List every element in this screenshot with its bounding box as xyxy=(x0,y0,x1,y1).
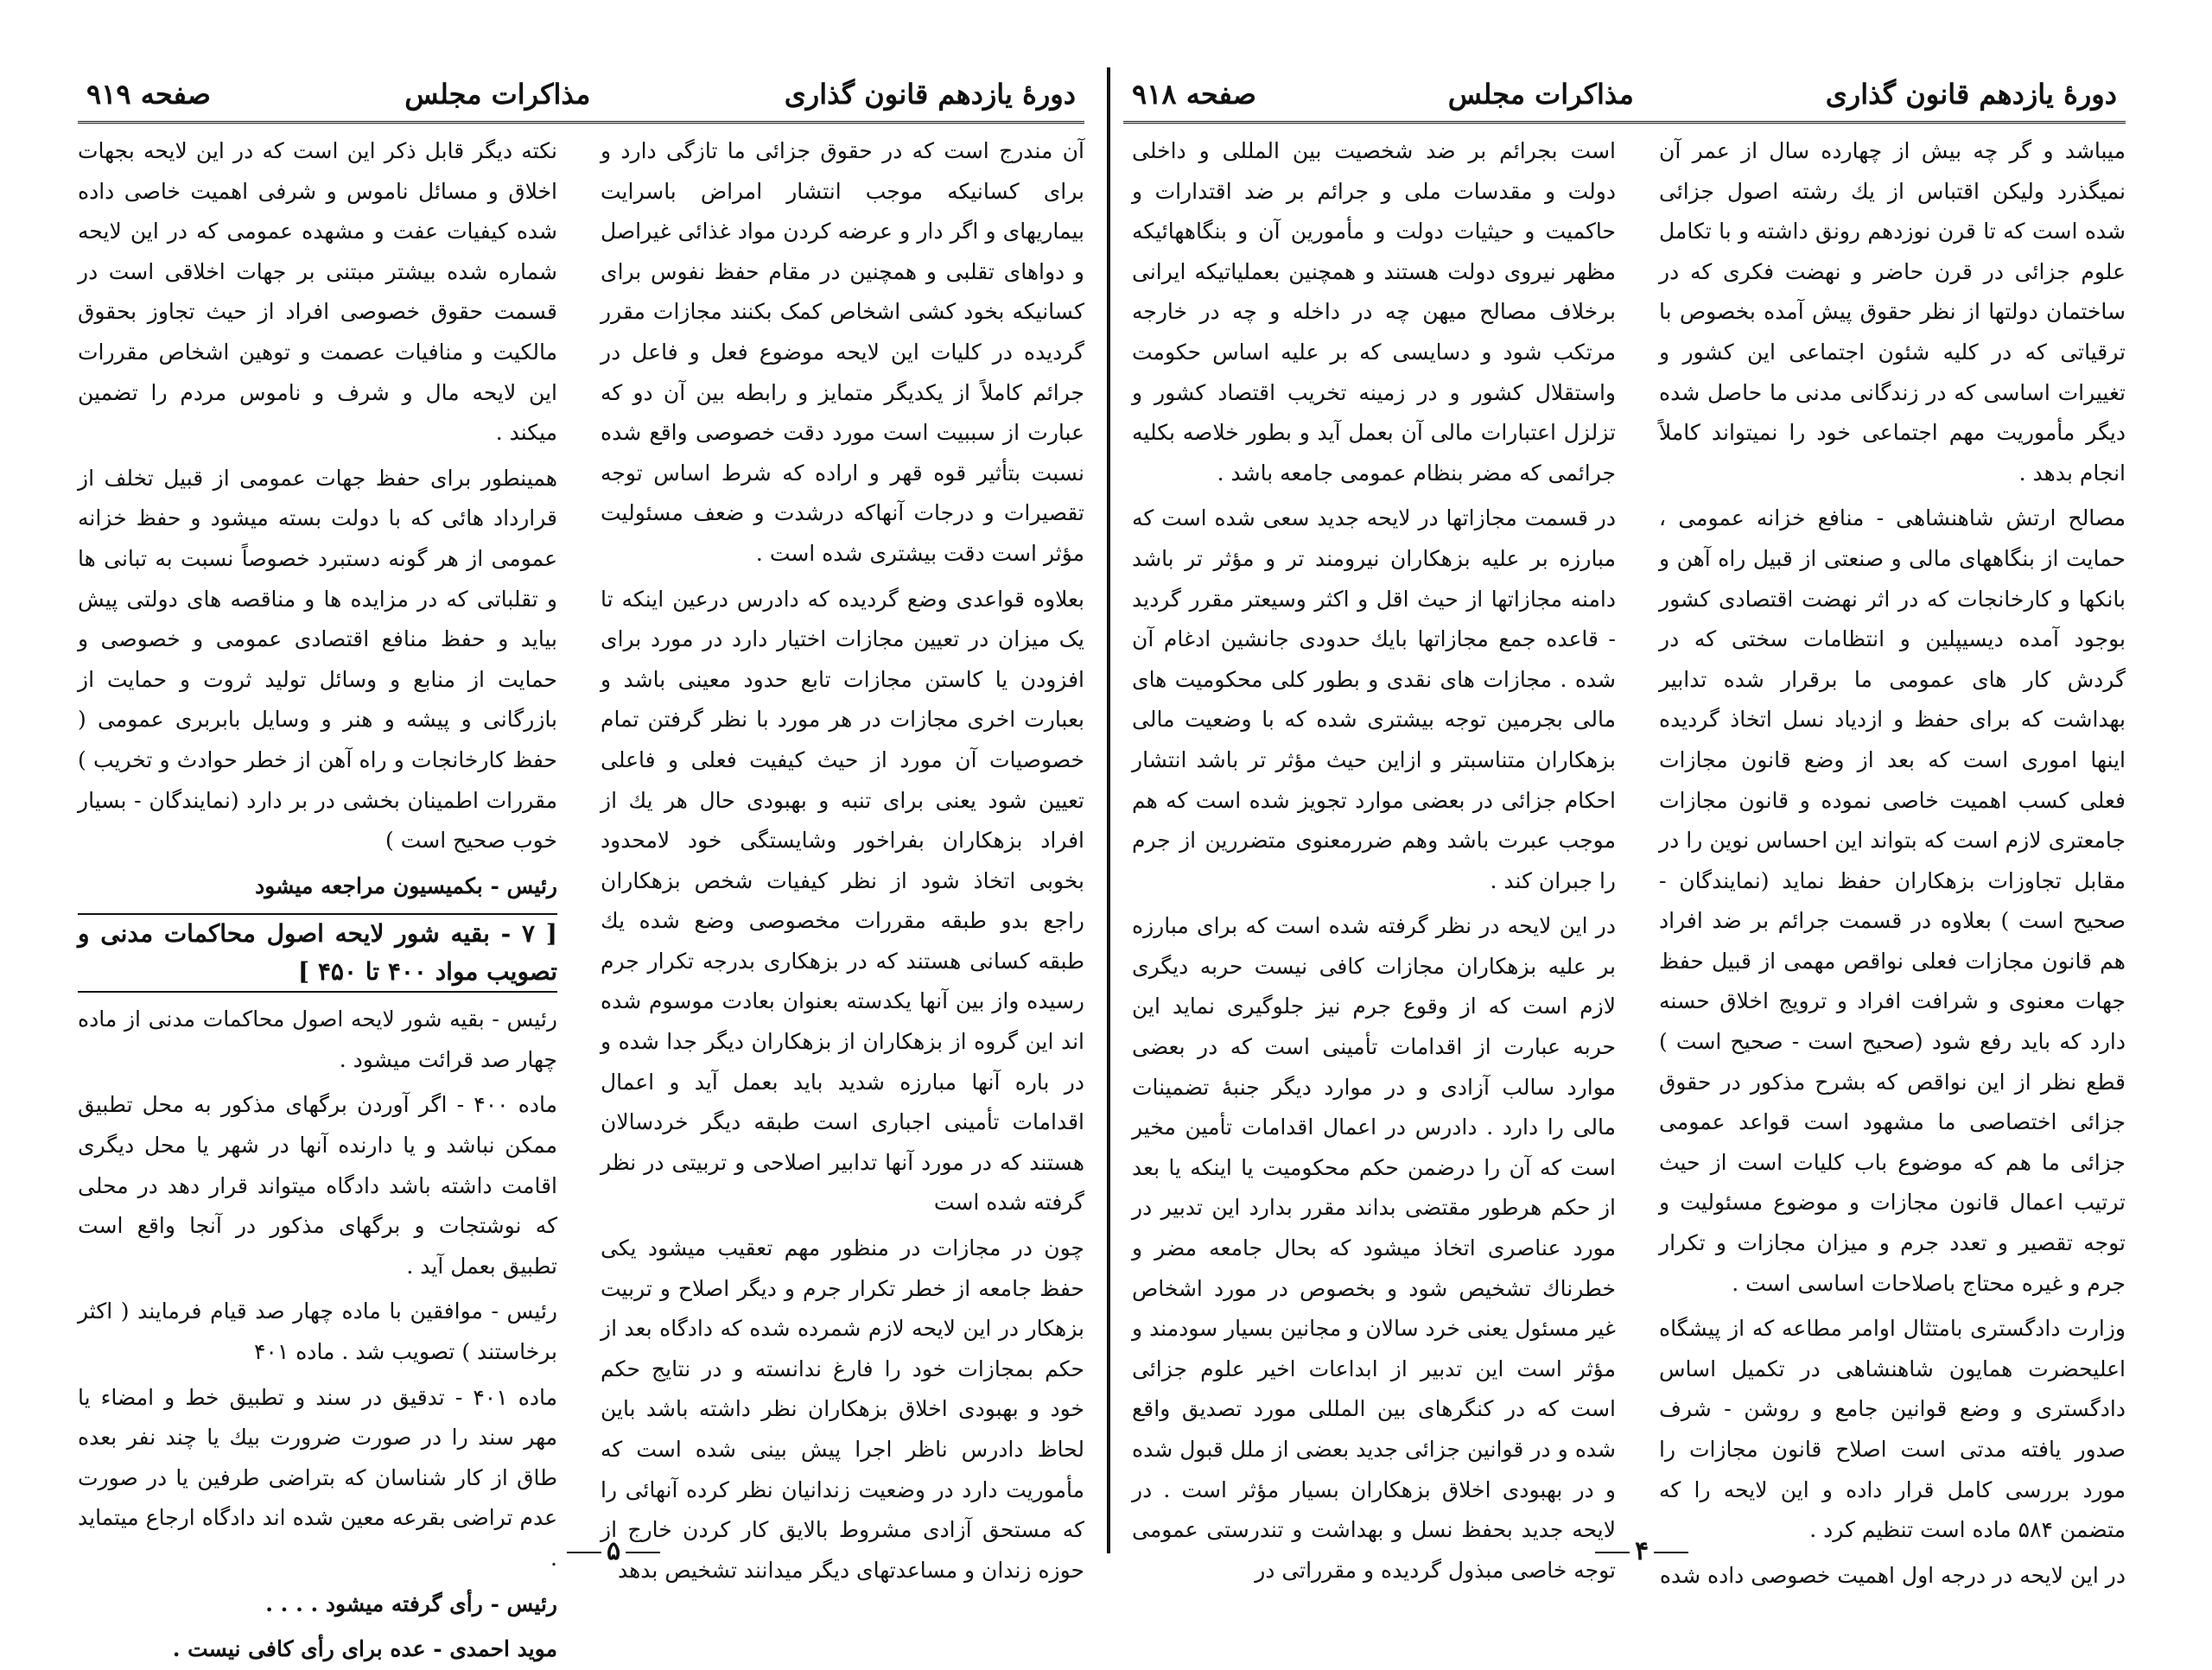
page-918 xyxy=(1123,67,2126,1588)
paragraph: مصالح ارتش شاهنشاهی - منافع خزانه عمومی ، حمایت از بنگاههای مالی و صنعتی از قبیل راه آهن و بانکها و کارخانجات که در اثر نهضت اقتصادی کشور بوجود آمده دیسیپلین و انتظامات سختی که در گردش کار های عمومی ما برقرار شده تدابیر بهداشت که برای حفظ و ازدیاد نسل اتخاذ گردیده اینها اموری است که بعد از وضع قانون مجازات فعلی کسب اهمیت خاصی نموده و قانون مجازات جامعتری لازم است که بتواند این احساس نوین را در مقابل تجاوزات بزهکاران حفظ نماید (نمایندگان - صحیح است ) بعلاوه در قسمت جرائم بر ضد افراد هم قانون مجازات فعلی نواقص مهمی از قبیل حفظ جهات معنوی و شرافت افراد و ترویج اخلاق حسنه دارد که باید رفع شود (صحیح است - صحیح است ) قطع نظر از این نواقص که بشرح مذکور در حقوق جزائی اختصاصی ما مشهود است قواعد عمومی جزائی ما هم که موضوع باب کلیات است از حیث ترتیب اعمال قانون مجازات و موضوع مسئولیت و توجه تقصیر و تعدد جرم و میزان مجازات و تکرار جرم و غیره محتاج باصلاحات اساسی است . xyxy=(1659,505,2126,1296)
page-divider-rule xyxy=(1107,67,1110,1553)
president-vote-2: رئیس - رأی گرفته میشود . . . . xyxy=(265,1591,557,1616)
president-announcement: رئیس - بقیه شور لایحه اصول محاکمات مدنی از ماده چهار صد قرائت میشود . xyxy=(78,1006,557,1072)
page-footer-number: ۴ xyxy=(1590,1536,1694,1566)
section-heading: [ ۷ - بقیه شور لایحه اصول محاکمات مدنی و تصویب مواد ۴۰۰ تا ۴۵۰ ] xyxy=(78,913,557,993)
motion-text: رئیس - بکمیسیون مراجعه میشود xyxy=(255,873,557,898)
header-series: دورهٔ یازدهم قانون گذاری xyxy=(784,78,1076,111)
text-column-left xyxy=(1132,131,1616,1583)
paragraph: چون در مجازات در منظور مهم تعقیب میشود یکی حفظ جامعه از خطر تکرار جرم و دیگر اصلاح و تربیت بزهکار در این لایحه لازم شمرده شده که دادگاه بعد از حکم بمجازات خود را فارغ ندانسته و در نتایج حکم خود و بهبودی اخلاق بزهکاران نظر داشته باشد باین لحاظ دادرس ناظر اجرا پیش بینی شده است که مأموریت دارد در وضعیت زندانیان نظر کرده آنهائی را که مستحق آزادی مشروط بالایق کار کردن خارج از حوزه زندان و مساعدتهای دیگر میدانند تشخیص بدهد xyxy=(601,1235,1084,1583)
page-footer-number: ۵ xyxy=(562,1536,665,1566)
text-column-left xyxy=(78,131,558,1662)
header-title: مذاکرات مجلس xyxy=(1447,78,1634,111)
text-column-right xyxy=(1659,131,2126,1588)
paragraph: همینطور برای حفظ جهات عمومی از قبیل تخلف از قرارداد هائی که با دولت بسته میشود و حفظ خزانه عمومی از هر گونه دستبرد خصوصاً نسبت به تبانی ها و تقلباتی که در مزایده ها و مناقصه های دولتی پیش بیاید و حفظ منافع اقتصادی عمومی و خصوصی و حمایت از منابع و وسائل تولید ثروت و حمایت از بازرگانی و پیشه و هنر و وسایل بابربری عمومی ( حفظ کارخانجات و راه آهن از خطر حوادث و تخریب ) مقررات اطمینان بخشی در بر دارد (نمایندگان - بسیار خوب صحیح است ) xyxy=(78,465,557,854)
paragraph: در این لایحه در درجه اول اهمیت خصوصی داده شده xyxy=(1659,1562,2126,1588)
header-title: مذاکرات مجلس xyxy=(404,78,591,111)
header-series: دورهٔ یازدهم قانون گذاری xyxy=(1825,78,2117,111)
article-400: ماده ۴۰۰ - اگر آوردن برگهای مذکور به محل تطبیق ممکن نباشد و یا دارنده آنها در شهر یا محل دیگری اقامت داشته باشد دادگاه میتواند قرار دهد در محلی که نوشتجات و برگهای مذکور در آنجا واقع است تطبیق بعمل آید . xyxy=(78,1092,558,1279)
article-401: ماده ۴۰۱ - تدقیق در سند و تطبیق خط و امضاء یا مهر سند را در صورت ضرورت بیك یا چند نفر بعده طاق از کار شناسان که بتراضی طرفین یا در صورت عدم تراضی بقرعه معین شده اند دادگاه ارجاع میتماید . xyxy=(78,1384,558,1571)
page-header xyxy=(78,67,1084,124)
page-919 xyxy=(78,67,1084,1662)
paragraph: وزارت دادگستری بامتثال اوامر مطاعه که از پیشگاه اعلیحضرت همایون شاهنشاهی در تکمیل اساس دادگستری و وضع قوانین جامع و روشن - شرف صدور یافته مدتی است اصلاح قانون مجازات را مورد بررسی کامل قرار داده و این لایحه را که متضمن ۵۸۴ ماده است تنظیم کرد . xyxy=(1659,1316,2126,1543)
page-header xyxy=(1123,67,2126,124)
paragraph: در قسمت مجازاتها در لایحه جدید سعی شده است که مبارزه بر علیه بزهکاران نیرومند تر و مؤثر تر باشد دامنه مجازاتها از حیث اقل و اکثر وسیعتر مقرر گردید - قاعده جمع مجازاتها بایك حدودی جانشین ادغام آن شده . مجازات های نقدی و بطور کلی محکومیت های مالی بجرمین توجه بیشتری شده که با وضعیت مالی بزهکاران متناسبتر و ازاین حیث مؤثر تر باشد انتشار احکام جزائی در بعضی موارد تجویز شده است که هم موجب عبرت باشد وهم ضررمعنوی متضررین از جرم را جبران کند . xyxy=(1132,505,1616,893)
paragraph: بعلاوه قواعدی وضع گردیده که دادرس درعین اینکه تا یک میزان در تعیین مجازات اختیار دارد در مورد برای افزودن یا کاستن مجازات تابع حدود معینی باشد و بعبارت اخری مجازات در هر مورد با نظر گرفتن تمام خصوصیات آن مورد از حیث کیفیت فعلی و فاعلی تعیین شود یعنی برای تنبه و بهبودی حال هر یك از افراد بزهکاران بفراخور وشایستگی خود لامحدود بخوبی اتخاذ شود از نظر کیفیات شخص بزهکاران راجع بدو طبقه مقررات مخصوصی وضع شده یك طبقه کسانی هستند که در بزهکاری بدرجه تکرار جرم رسیده واز بین آنها یکدسته بعنوان بعادت موسوم شده اند این گروه از بزهکاران از بزهکاران دیگر جدا شده و در باره آنها مبارزه شدید باید بعمل آید و اعمال اقدامات تأمینی اجباری است طبقه دیگر خردسالان هستند که در مورد آنها تدابیر اصلاحی و تربیتی در نظر گرفته شده است xyxy=(601,586,1084,1216)
president-vote: رئیس - موافقین با ماده چهار صد قیام فرمایند ( اکثر برخاستند ) تصویب شد . ماده ۴۰۱ xyxy=(78,1299,557,1365)
paragraph: آن مندرج است که در حقوق جزائی ما تازگی دارد و برای کسانیکه موجب انتشار امراض باسرایت بیماریهای و اگر دار و عرضه کردن مواد غذائی غیراصل و دواهای تقلبی و همچنین در مقام حفظ نفوس برای کسانیکه بخود کشی اشخاص کمک بکنند مجازات مقرر گردیده در کلیات این لایحه موضوع فعل و فاعل در جرائم کاملاً از یکدیگر متمایز و رابطه بین آن دو که عبارت از سببیت است مورد دقت خصوصی واقع شده نسبت بتأثیر قوه قهر و اراده که شرط اساس توجه تقصیرات و درجات آنهاکه درشدت و ضعف مسئولیت مؤثر است دقت بیشتری شده است . xyxy=(601,138,1084,566)
paragraph: میباشد و گر چه بیش از چهارده سال از عمر آن نمیگذرد ولیکن اقتباس از یك رشته اصول جزائی شده است که تا قرن نوزدهم رونق داشته و با تکامل علوم جزائی در قرن حاضر و نهضت فکری که در ساختمان دولتها از نظر حقوق پیش آمده بخصوص با ترقیاتی که در کلیه شئون اجتماعی این کشور و تغییرات اساسی که در زندگانی مدنی ما حاصل شده دیگر مأموریت مهم اجتماعی خود را نمیتواند کاملاً انجام بدهد . xyxy=(1659,138,2126,486)
text-column-right xyxy=(601,131,1084,1583)
paragraph: نکته دیگر قابل ذکر این است که در این لایحه بجهات اخلاق و مسائل ناموس و شرفی اهمیت خاصی داده شده کیفیات عفت و مشهده عمومی که در این لایحه شماره شده بیشتر مبتنی بر جهات اخلاقی است در قسمت حقوق خصوصی افراد از حیث تجاوز بحقوق مالکیت و منافیات عصمت و توهین اشخاص مقررات این لایحه مال و شرف و ناموس مردم را تضمین میکند . xyxy=(78,138,557,446)
header-page-number: صفحه ۹۱۹ xyxy=(86,78,211,111)
paragraph: در این لایحه در نظر گرفته شده است که برای مبارزه بر علیه بزهکاران مجازات کافی نیست حربه دیگری لازم است که از وقوع جرم نیز جلوگیری نماید این حربه عبارت از اقدامات تأمینی است که در بعضی موارد سالب آزادی و در موارد دیگر جنبهٔ تضمینات مالی را دارد . دادرس در اعمال اقدامات تأمین مخیر است که آن را درضمن حکم محکومیت یا اینکه یا بعد از حکم هرطور مقتضی بداند مقرر بدارد این تدبیر در مورد عناصری اتخاذ میشود که بحال جامعه مضر و خطرناك تشخیص شود و بخصوص در مورد اشخاص غیر مسئول یعنی خرد سالان و مجانین بسیار سودمند و مؤثر است این تدبیر از ابداعات اخیر علوم جزائی است که در کنگرهای بین المللی مورد تصدیق واقع شده و در قوانین جزائی جدید بعضی از ملل قبول شده و در بهبودی اخلاق بزهکاران بسیار مؤثر است . در لایحه جدید بحفظ نسل و بهداشت و تندرستی عمومی توجه خاصی مبذول گردیده و مقرراتی در xyxy=(1132,913,1616,1583)
member-remark: موید احمدی - عده برای رأی کافی نیست . xyxy=(172,1636,557,1662)
header-page-number: صفحه ۹۱۸ xyxy=(1132,78,1256,111)
paragraph: است بجرائم بر ضد شخصیت بین المللی و داخلی دولت و مقدسات ملی و جرائم بر ضد اقتدارات و حاکمیت و حیثیات دولت و مأمورین آن و بنگاههائیکه مظهر نیروی دولت هستند و همچنین بعملیاتیکه ایرانی برخلاف مصالح میهن چه در داخله و چه در خارجه مرتکب شود و دسایسی که بر علیه اساس حکومت واستقلال کشور و در زمینه تخریب اقتصاد کشور و تزلزل اعتبارات مالی آن بعمل آید و بطور خلاصه بکلیه جرائمی که مضر بنظام عمومی جامعه باشد . xyxy=(1132,138,1616,486)
